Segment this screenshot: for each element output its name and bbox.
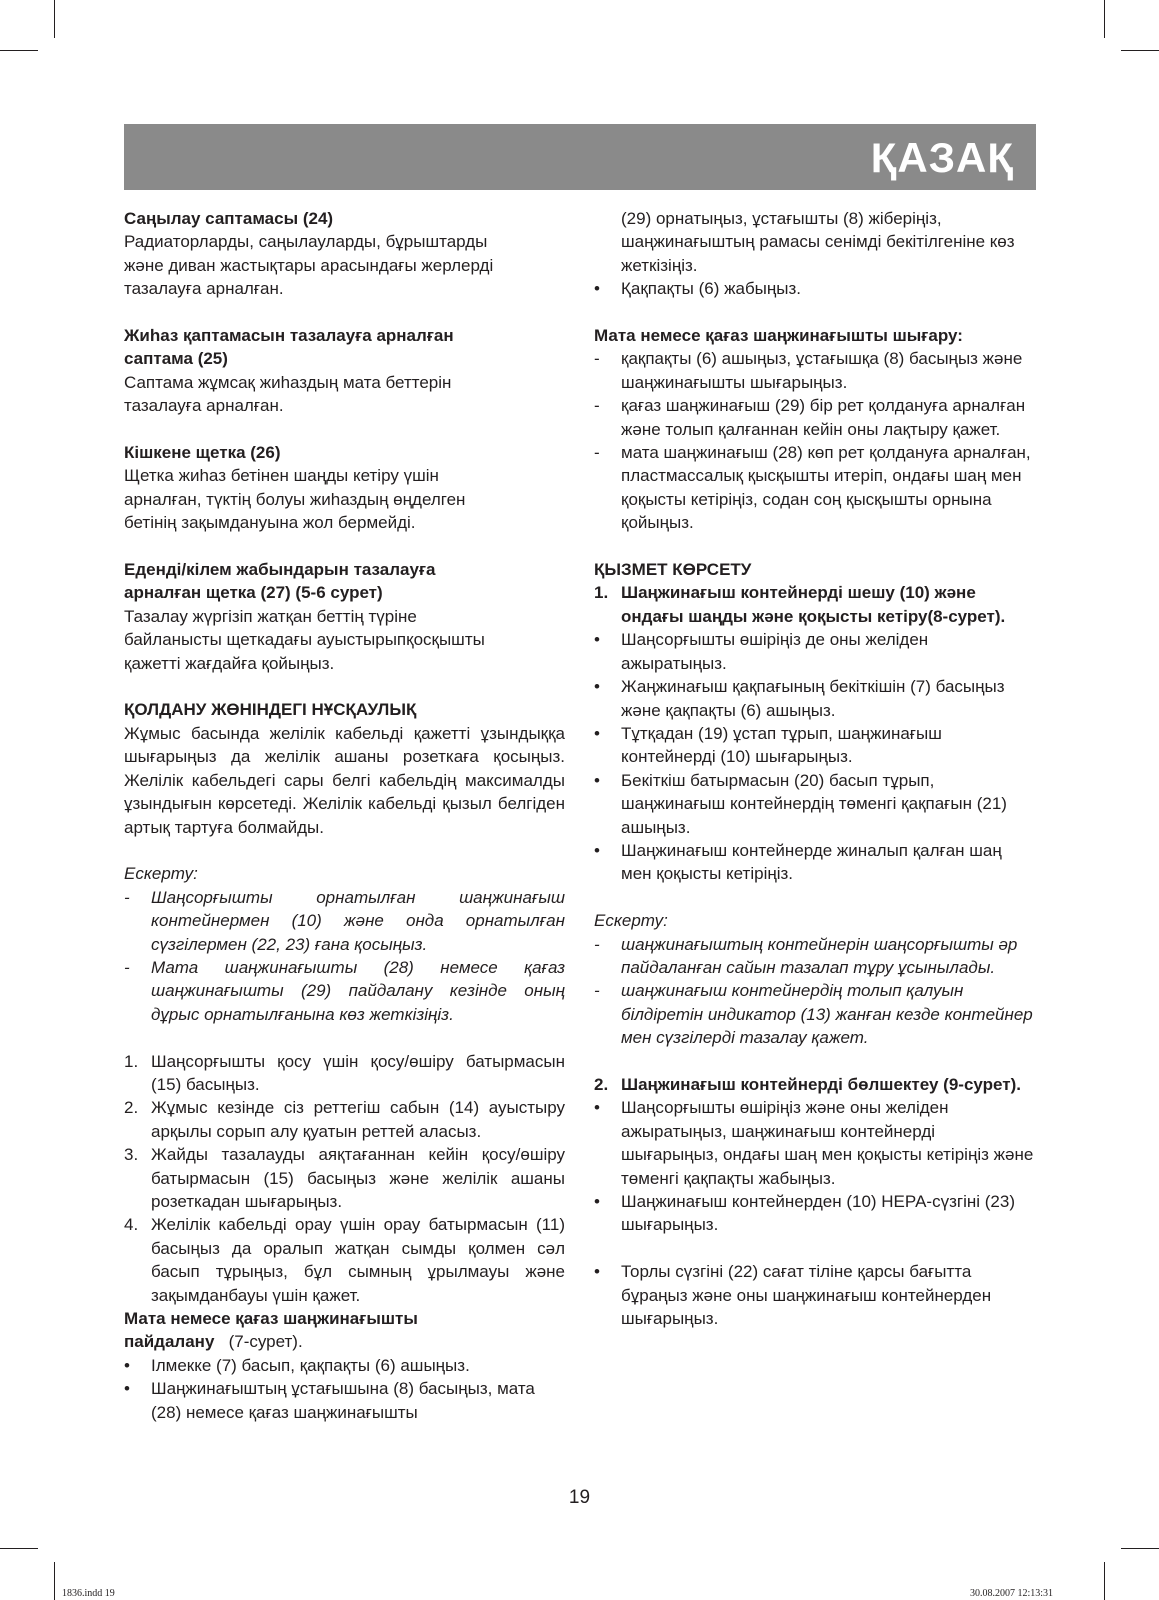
text-line: байланысты щеткадағы ауыстырыпқосқышты — [124, 630, 485, 650]
text-line: тазалауға арналған. — [124, 396, 284, 416]
bullet-item: • Шаңсорғышты өшіріңіз де оны желіден ажыратыңыз. — [594, 630, 929, 673]
bullet-item: • Қақпақты (6) жабыңыз. — [594, 279, 802, 299]
language-header-title: ҚАЗАҚ — [870, 134, 1014, 181]
section-heading-line: пайдалану (7-сурет). — [124, 1332, 303, 1352]
note-title: Ескерту: — [124, 864, 198, 884]
crop-mark — [1104, 0, 1105, 38]
numbered-subheading: 1. Шаңжинағыш контейнерді шешу (10) және ондағы шаңды және қоқысты кетіру(8-сурет). — [594, 583, 1006, 626]
numbered-step: 4. Желілік кабельді орау үшін орау батырмасын (11) басыңыз да оралып жатқан сымды қолмен сәл басып тұрыңыз, бұл сымның ұрылмауы және зақымданбауы үшін қажет. — [124, 1215, 565, 1305]
note-item: - Шаңсорғышты орнатылған шаңжинағыш контейнермен (10) және онда орнатылған сүзгілермен (22, 23) ғана қосыңыз. — [124, 887, 565, 954]
section-heading: Мата немесе қағаз шаңжинағышты — [124, 1309, 418, 1328]
crop-mark — [1104, 1562, 1105, 1600]
page-number: 19 — [568, 1487, 591, 1508]
dash-item: - қағаз шаңжинағыш (29) бір рет қолдануға арналған және толып қалғаннан кейін оны лақтыру қажет. — [594, 396, 1026, 439]
section-heading: саптама (25) — [124, 349, 228, 369]
crop-mark — [1121, 50, 1159, 51]
crop-mark — [0, 1548, 38, 1549]
dash-item: - қақпақты (6) ашыңыз, ұстағышқа (8) басыңыз және шаңжинағышты шығарыңыз. — [594, 349, 1023, 392]
crop-mark — [54, 1562, 55, 1600]
text-line: және диван жастықтары арасындағы жерлерді — [124, 255, 494, 275]
section-heading: Жиһаз қаптамасын тазалауға арналған — [124, 326, 454, 346]
section-heading: ҚЫЗМЕТ КӨРСЕТУ — [594, 560, 752, 580]
note-item: - шаңжинағыштың контейнерін шаңсорғышты әр пайдаланған сайын тазалап тұру ұсынылады. — [594, 934, 1018, 977]
text-line: Тазалау жүргізіп жатқан беттің түріне — [124, 606, 417, 626]
note-title: Ескерту: — [594, 911, 668, 931]
section-heading: Мата немесе қағаз шаңжинағышты шығару: — [594, 326, 963, 346]
text-line: Саптама жұмсақ жиһаздың мата беттерін — [124, 372, 452, 392]
bullet-item: • Шаңжинағыштың ұстағышына (8) басыңыз, мата (28) немесе қағаз шаңжинағышты — [124, 1379, 535, 1422]
text-line: арналған, түктің болуы жиһаздың өңделген — [124, 489, 466, 509]
bullet-item: • Тұтқадан (19) ұстап тұрып, шаңжинағыш контейнерді (10) шығарыңыз. — [594, 723, 942, 767]
right-column — [594, 207, 1036, 1330]
numbered-step: 3. Жайды тазалауды аяқтағаннан кейін қосу/өшіру батырмасын (15) басыңыз және желілік ашаны розеткадан шығарыңыз. — [124, 1145, 565, 1211]
section-heading: Еденді/кілем жабындарын тазалауға — [124, 560, 436, 580]
print-slug-date: 30.08.2007 12:13:31 — [969, 1588, 1053, 1599]
bullet-item: • Ілмекке (7) басып, қақпақты (6) ашыңыз. — [124, 1355, 470, 1375]
section-heading: Кішкене щетка (26) — [124, 443, 281, 463]
language-header-band — [124, 124, 1036, 190]
text-line: қажетті жағдайға қойыңыз. — [124, 653, 335, 673]
text-line: Радиаторларды, саңылауларды, бұрыштарды — [124, 232, 488, 252]
bullet-item: • Шаңсорғышты өшіріңіз және оны желіден ажыратыңыз, шаңжинағыш контейнерді шығарыңыз, ондағы шаң мен қоқысты кетіріңіз және төменгі қақпақты жабыңыз. — [594, 1098, 1034, 1188]
note-item: - Мата шаңжинағышты (28) немесе қағаз шаңжинағышты (29) пайдалану кезінде оның дұрыс орнатылғанына көз жеткізіңіз. — [124, 957, 565, 1024]
text-line: бетінің зақымдануына жол бермейді. — [124, 513, 416, 533]
crop-mark — [1121, 1548, 1159, 1549]
usage-paragraph: Жұмыс басында желілік кабельді қажетті ұзындыққа шығарыңыз да желілік ашаны розеткаға қосыңыз. Желілік кабельдегі сары белгі кабельдің максималды ұзындығын көрсетеді. Желілік кабельді қызыл белгіден артық тартуға болмайды. — [124, 723, 565, 837]
bullet-item: • Бекіткіш батырмасын (20) басып тұрып, шаңжинағыш контейнердің төменгі қақпағын (21) ашыңыз. — [594, 770, 1007, 837]
dash-item: - мата шаңжинағыш (28) көп рет қолдануға арналған, пластмассалық қысқышты итеріп, ондағы шаң мен қоқысты кетіріңіз, содан соң қысқышты орнына қойыңыз. — [594, 443, 1031, 533]
text-line: Щетка жиһаз бетінен шаңды кетіру үшін — [124, 466, 439, 486]
bullet-item: • Жаңжинағыш қақпағының бекіткішін (7) басыңыз және қақпақты (6) ашыңыз. — [594, 677, 1005, 720]
text-line: тазалауға арналған. — [124, 279, 284, 299]
numbered-subheading: 2. Шаңжинағыш контейнерді бөлшектеу (9-сурет). — [594, 1074, 1021, 1094]
bullet-item: • Шаңжинағыш контейнерде жиналып қалған шаң мен қоқысты кетіріңіз. — [594, 840, 1002, 884]
crop-mark — [0, 50, 38, 51]
bullet-item: • Торлы сүзгіні (22) сағат тіліне қарсы бағытта бұраңыз және оны шаңжинағыш контейнерден шығарыңыз. — [594, 1262, 992, 1329]
numbered-step: 1. Шаңсорғышты қосу үшін қосу/өшіру батырмасын (15) басыңыз. — [124, 1051, 565, 1094]
section-heading: Саңылау саптамасы (24) — [124, 209, 334, 228]
section-heading: арналған щетка (27) (5-6 сурет) — [124, 583, 383, 603]
left-column — [124, 207, 565, 1424]
section-heading: ҚОЛДАНУ ЖӨНІНДЕГІ НҰСҚАУЛЫҚ — [124, 700, 417, 720]
crop-mark — [54, 0, 55, 38]
numbered-step: 2. Жұмыс кезінде сіз реттегіш сабын (14) ауыстыру арқылы сорып алу қуатын реттей алаcыз. — [124, 1098, 565, 1141]
bullet-item: • Шаңжинағыш контейнерден (10) НЕРА-сүзгіні (23) шығарыңыз. — [594, 1192, 1015, 1235]
print-slug-file: 1836.indd 19 — [62, 1588, 115, 1599]
note-item: - шаңжинағыш контейнердің толып қалуын білдіретін индикатор (13) жанған кезде контейнер мен сүзгілерді тазалау қажет. — [594, 981, 1033, 1048]
continued-text: (29) орнатыңыз, ұстағышты (8) жіберіңіз, шаңжинағыштың рамасы сенімді бекітілгеніне көз жеткізіңіз. — [621, 209, 1015, 275]
